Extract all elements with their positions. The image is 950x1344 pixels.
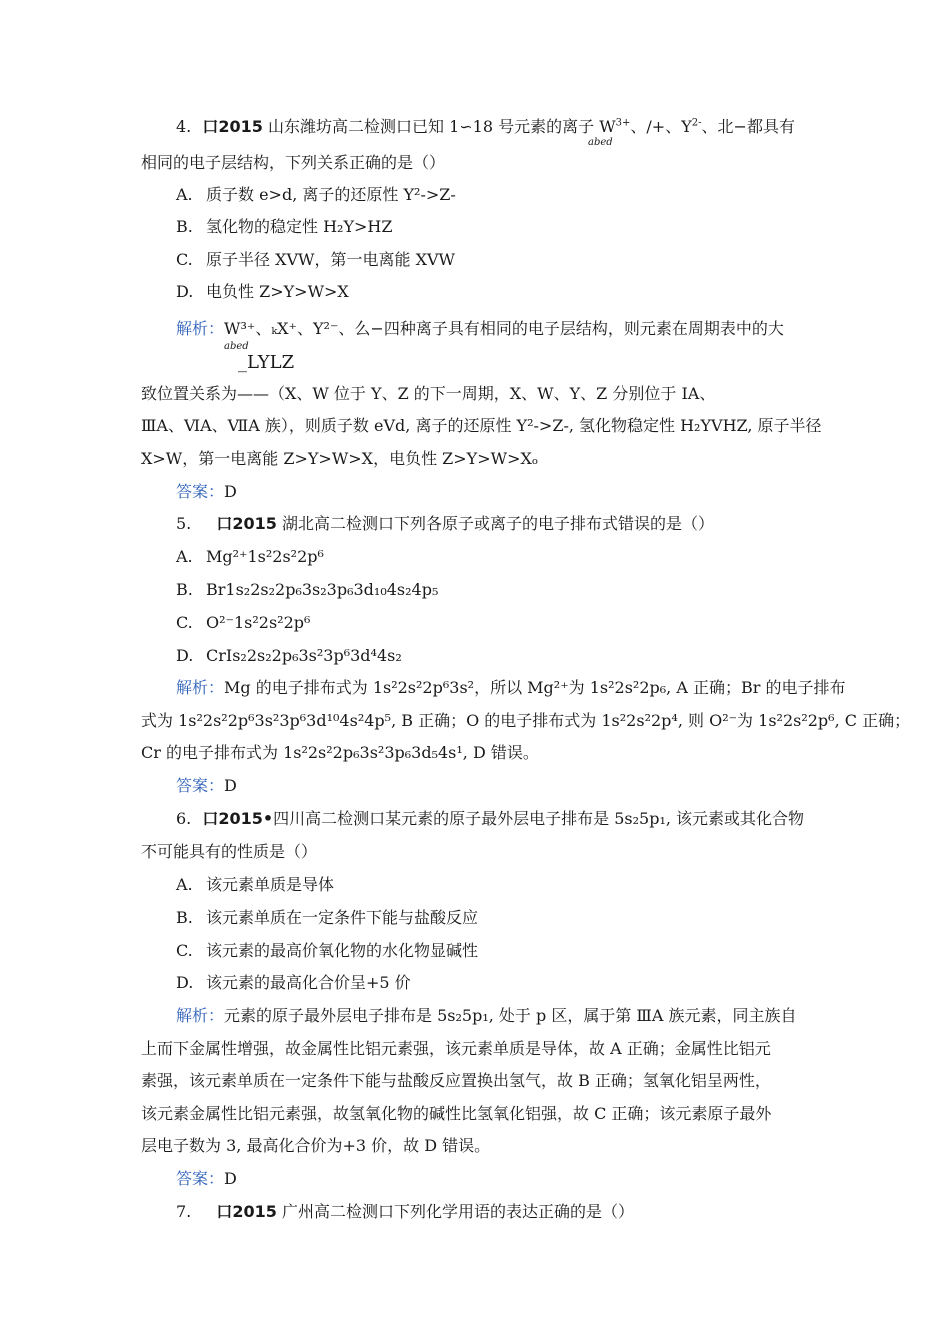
option-text: Mg²⁺1s²2s²2p⁶ bbox=[206, 547, 324, 566]
q4-option-a bbox=[176, 184, 456, 206]
option-letter: C. bbox=[176, 613, 193, 632]
q6-analysis-line3: 素强，该元素单质在一定条件下能与盐酸反应置换出氢气，故 B 正确；氢氧化铝呈两性， bbox=[141, 1071, 771, 1090]
q7-stem-text: 广州高二检测口下列化学用语的表达正确的是（） bbox=[282, 1202, 635, 1221]
q5-analysis-line2: 式为 1s²2s²2p⁶3s²3p⁶3d¹⁰4s²4p⁵, B 正确；O 的电子排布式为 1s²2s²2p⁴, 则 O²⁻为 1s²2s²2p⁶, C 正确； bbox=[141, 711, 911, 730]
q5-option-a bbox=[176, 546, 324, 568]
q4-stem-line2: 相同的电子层结构，下列关系正确的是（） bbox=[141, 153, 446, 172]
q5-stem-text: 湖北高二检测口下列各原子或离子的电子排布式错误的是（） bbox=[282, 514, 715, 533]
option-text: 原子半径 XVW，第一电离能 XVW bbox=[206, 250, 455, 269]
q6-option-a bbox=[176, 874, 334, 896]
option-text: 氢化物的稳定性 H₂Y>HZ bbox=[206, 217, 393, 236]
q5-stem bbox=[176, 513, 714, 535]
q4-number: 4. bbox=[176, 117, 192, 136]
answer-label: 答案： bbox=[176, 1169, 225, 1188]
analysis-label: 解析： bbox=[176, 678, 225, 697]
q6-source: 口2015• bbox=[202, 809, 274, 828]
q5-analysis-line1 bbox=[176, 677, 845, 699]
q4-analysis-abed: abed bbox=[224, 341, 249, 352]
q6-option-c bbox=[176, 940, 478, 962]
q6-stem-text: 四川高二检测口某元素的原子最外层电子排布是 5s₂5p₁, 该元素或其化合物 bbox=[273, 809, 805, 828]
option-letter: A. bbox=[176, 875, 193, 894]
q4-option-c bbox=[176, 249, 455, 271]
q6-stem-line1 bbox=[176, 808, 804, 830]
q6-analysis-line1 bbox=[176, 1005, 797, 1027]
q4-analysis-line1 bbox=[176, 318, 784, 340]
q6-option-d bbox=[176, 972, 411, 994]
option-letter: D. bbox=[176, 973, 194, 992]
q4-stem-sup: 3+ bbox=[615, 117, 631, 129]
q5-option-c bbox=[176, 612, 310, 634]
option-letter: B. bbox=[176, 908, 193, 927]
q4-analysis-line3: ⅢA、ⅥA、ⅦA 族），则质子数 eVd, 离子的还原性 Y²->Z-, 氢化物稳定性 H₂YVHZ, 原子半径 bbox=[141, 416, 822, 435]
analysis-text: 元素的原子最外层电子排布是 5s₂5p₁, 处于 p 区，属于第 ⅢA 族元素，同主族自 bbox=[224, 1006, 797, 1025]
q4-abed-label: abed bbox=[588, 137, 613, 148]
option-letter: D. bbox=[176, 282, 194, 301]
option-text: 该元素单质是导体 bbox=[206, 875, 335, 894]
q4-stem-end: 、北−都具有 bbox=[701, 117, 795, 136]
q5-source: 口2015 bbox=[216, 514, 277, 533]
option-text: Br1s₂2s₂2p₆3s₂3p₆3d₁₀4s₂4p₅ bbox=[206, 580, 439, 599]
q4-analysis-line2: 致位置关系为——（X、W 位于 Y、Z 的下一周期，X、W、Y、Z 分别位于 ⅠA、 bbox=[141, 384, 716, 403]
option-letter: C. bbox=[176, 941, 193, 960]
q5-option-b bbox=[176, 579, 438, 601]
q4-source: 口2015 bbox=[202, 117, 263, 136]
q6-option-b bbox=[176, 907, 478, 929]
option-text: 质子数 e>d, 离子的还原性 Y²->Z- bbox=[206, 185, 456, 204]
option-letter: D. bbox=[176, 646, 194, 665]
option-letter: A. bbox=[176, 185, 193, 204]
answer-value: D bbox=[224, 776, 237, 795]
q5-answer bbox=[176, 775, 237, 797]
q6-answer bbox=[176, 1168, 237, 1190]
q4-stem-mid: 、/+、Y bbox=[630, 117, 692, 136]
q6-number: 6. bbox=[176, 809, 192, 828]
option-text: 该元素单质在一定条件下能与盐酸反应 bbox=[206, 908, 479, 927]
q6-stem-line2: 不可能具有的性质是（） bbox=[141, 842, 318, 861]
answer-value: D bbox=[224, 1169, 237, 1188]
q4-option-d bbox=[176, 281, 349, 303]
option-text: O²⁻1s²2s²2p⁶ bbox=[206, 613, 311, 632]
q7-number: 7. bbox=[176, 1202, 192, 1221]
q4-analysis-line4: X>W，第一电离能 Z>Y>W>X，电负性 Z>Y>W>Xₒ bbox=[141, 449, 539, 468]
q6-analysis-line5: 层电子数为 3, 最高化合价为+3 价，故 D 错误。 bbox=[141, 1136, 491, 1155]
answer-label: 答案： bbox=[176, 776, 225, 795]
q5-analysis-line3: Cr 的电子排布式为 1s²2s²2p₆3s²3p₆3d₅4s¹, D 错误。 bbox=[141, 743, 539, 762]
option-letter: C. bbox=[176, 250, 193, 269]
analysis-label: 解析： bbox=[176, 319, 225, 338]
q4-answer bbox=[176, 481, 237, 503]
option-letter: B. bbox=[176, 580, 193, 599]
q6-analysis-line4: 该元素金属性比铝元素强，故氢氧化物的碱性比氢氧化铝强，故 C 正确；该元素原子最外 bbox=[141, 1104, 772, 1123]
q7-stem bbox=[176, 1201, 634, 1223]
answer-label: 答案： bbox=[176, 482, 225, 501]
answer-value: D bbox=[224, 482, 237, 501]
q4-stem-line1 bbox=[176, 116, 795, 138]
option-text: 电负性 Z>Y>W>X bbox=[206, 282, 349, 301]
option-text: 该元素的最高化合价呈+5 价 bbox=[206, 973, 411, 992]
option-text: 该元素的最高价氧化物的水化物显碱性 bbox=[206, 941, 479, 960]
analysis-text: Mg 的电子排布式为 1s²2s²2p⁶3s²，所以 Mg²⁺为 1s²2s²2p₆, A 正确；Br 的电子排布 bbox=[224, 678, 846, 697]
q5-number: 5. bbox=[176, 514, 192, 533]
q5-option-d bbox=[176, 645, 402, 667]
analysis-label: 解析： bbox=[176, 1006, 225, 1025]
q4-analysis-lylz: _LYLZ bbox=[238, 352, 295, 373]
option-letter: A. bbox=[176, 547, 193, 566]
option-text: CrIs₂2s₂2p₆3s²3p⁶3d⁴4s₂ bbox=[206, 646, 402, 665]
q6-analysis-line2: 上而下金属性增强，故金属性比铝元素强，该元素单质是导体，故 A 正确；金属性比铝元 bbox=[141, 1039, 771, 1058]
q4-option-b bbox=[176, 216, 393, 238]
q4-stem-sup2: 2- bbox=[691, 117, 702, 129]
q4-stem-a: 山东潍坊高二检测口已知 1∽18 号元素的离子 W bbox=[268, 117, 616, 136]
option-letter: B. bbox=[176, 217, 193, 236]
analysis-text: W³⁺、ₖX⁺、Y²⁻、么−四种离子具有相同的电子层结构，则元素在周期表中的大 bbox=[224, 319, 784, 338]
q7-source: 口2015 bbox=[216, 1202, 277, 1221]
